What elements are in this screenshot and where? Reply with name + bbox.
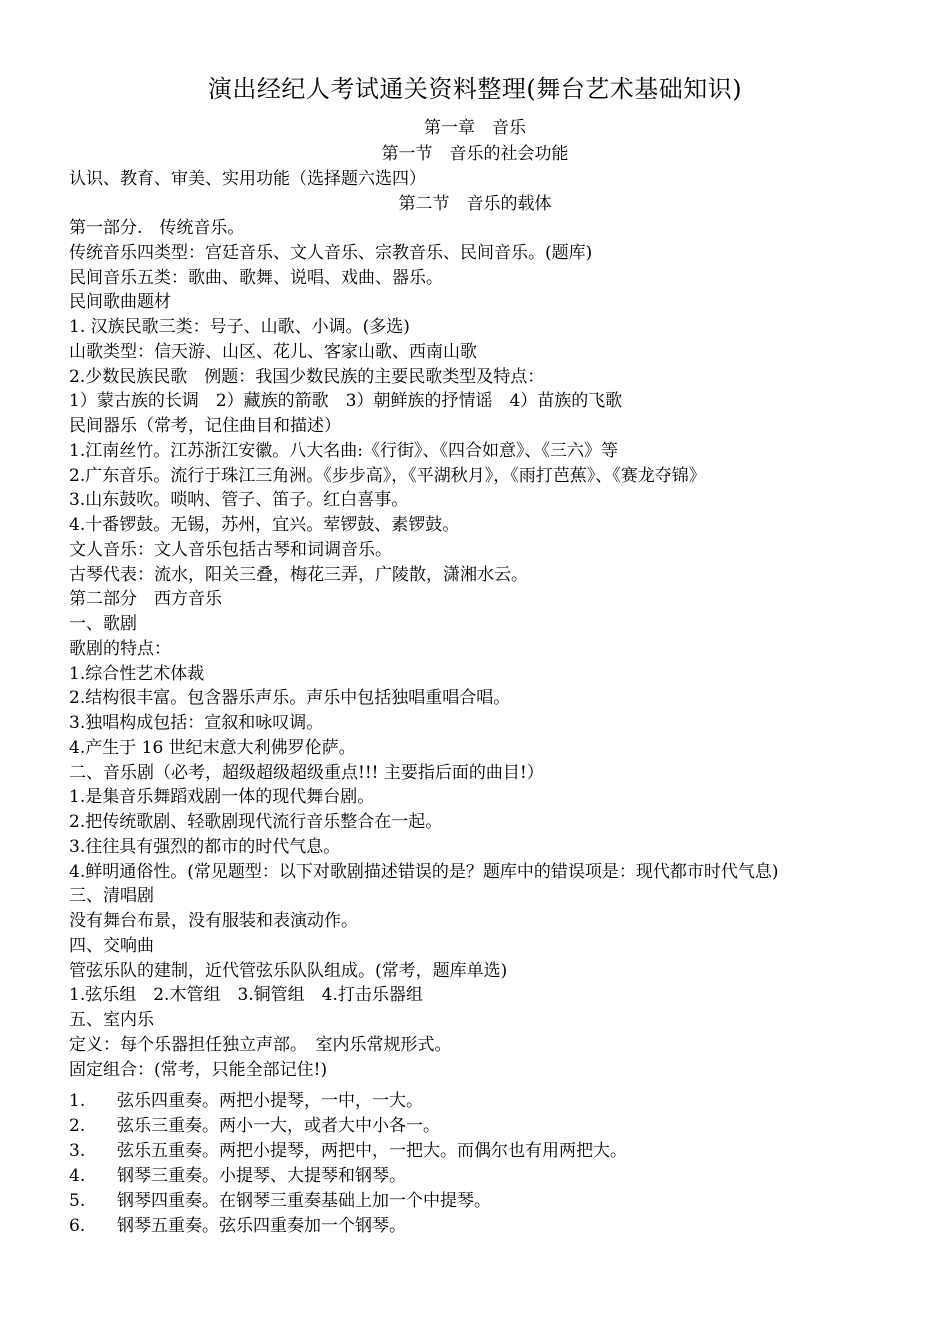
item-number: 1. <box>69 1091 86 1111</box>
chapter-heading: 第一章 音乐 <box>424 118 526 138</box>
text-line: 1. 汉族民歌三类：号子、山歌、小调。(多选) <box>69 317 410 337</box>
social-function-line: 认识、教育、审美、实用功能（选择题六选四） <box>69 169 426 189</box>
text-line: 民间歌曲题材 <box>69 292 171 313</box>
text-line: 三、清唱剧 <box>69 886 154 907</box>
text-line: 4.鲜明通俗性。(常见题型：以下对歌剧描述错误的是？题库中的错误项是：现代都市时代气息) <box>69 861 779 882</box>
list-item <box>69 1214 939 1239</box>
text-line: 没有舞台布景，没有服装和表演动作。 <box>69 911 358 931</box>
text-line: 2.广东音乐。流行于珠江三角洲。《步步高》，《平湖秋月》，《雨打芭蕉》、《赛龙夺锦》 <box>69 465 706 486</box>
text-line: 第二部分 西方音乐 <box>69 589 222 610</box>
item-text: 钢琴三重奏。小提琴、大提琴和钢琴。 <box>117 1166 406 1186</box>
text-line: 3.往往具有强烈的都市的时代气息。 <box>69 836 341 857</box>
document-title: 演出经纪人考试通关资料整理(舞台艺术基础知识) <box>207 75 743 103</box>
text-line: 民间器乐（常考，记住曲目和描述） <box>69 416 341 436</box>
item-number: 4. <box>69 1166 86 1186</box>
text-line: 1.江南丝竹。江苏浙江安徽。八大名曲:《行街》、《四合如意》、《三六》等 <box>69 440 618 461</box>
text-line: 管弦乐队的建制，近代管弦乐队队组成。(常考，题库单选) <box>69 960 508 981</box>
text-line: 2.少数民族民歌 例题：我国少数民族的主要民歌类型及特点： <box>69 366 545 387</box>
item-number: 3. <box>69 1141 86 1161</box>
text-line: 二、音乐剧（必考，超级超级超级重点!!! 主要指后面的曲目!） <box>69 762 544 783</box>
list-item <box>69 1089 939 1114</box>
item-number: 6. <box>69 1216 86 1236</box>
text-line: 古琴代表：流水，阳关三叠，梅花三弄，广陵散，潇湘水云。 <box>69 564 528 585</box>
text-line: 2.把传统歌剧、轻歌剧现代流行音乐整合在一起。 <box>69 812 443 832</box>
text-line: 定义：每个乐器担任独立声部。 室内乐常规形式。 <box>69 1034 452 1055</box>
text-line: 一、歌剧 <box>69 614 137 634</box>
text-line: 3.独唱构成包括：宣叙和咏叹调。 <box>69 713 324 733</box>
body-text <box>69 216 939 1082</box>
item-number: 2. <box>69 1116 86 1136</box>
text-line: 1.弦乐组 2.木管组 3.铜管组 4.打击乐器组 <box>69 985 423 1006</box>
text-line: 4.产生于 16 世纪末意大利佛罗伦萨。 <box>69 737 356 758</box>
text-line: 3.山东鼓吹。唢呐、管子、笛子。红白喜事。 <box>69 490 409 511</box>
ensemble-list <box>69 1089 939 1239</box>
item-number: 5. <box>69 1191 86 1211</box>
text-line: 文人音乐：文人音乐包括古琴和词调音乐。 <box>69 539 392 560</box>
text-line: 1）蒙古族的长调 2）藏族的箭歌 3）朝鲜族的抒情谣 4）苗族的飞歌 <box>69 391 623 412</box>
text-line: 第一部分. 传统音乐。 <box>69 218 245 238</box>
section-heading-1: 第一节 音乐的社会功能 <box>381 144 569 164</box>
text-line: 歌剧的特点： <box>69 638 171 659</box>
text-line: 1.是集音乐舞蹈戏剧一体的现代舞台剧。 <box>69 787 375 808</box>
text-line: 2.结构很丰富。包含器乐声乐。声乐中包括独唱重唱合唱。 <box>69 688 511 709</box>
text-line: 四、交响曲 <box>69 935 154 956</box>
text-line: 五、室内乐 <box>69 1010 154 1030</box>
item-text: 钢琴五重奏。弦乐四重奏加一个钢琴。 <box>117 1216 406 1236</box>
text-line: 民间音乐五类：歌曲、歌舞、说唱、戏曲、器乐。 <box>69 267 443 288</box>
list-item <box>69 1114 939 1139</box>
list-item <box>69 1164 939 1189</box>
item-text: 弦乐四重奏。两把小提琴，一中，一大。 <box>117 1091 423 1111</box>
item-text: 钢琴四重奏。在钢琴三重奏基础上加一个中提琴。 <box>117 1191 491 1211</box>
section-heading-2: 第二节 音乐的载体 <box>398 194 552 214</box>
text-line: 山歌类型：信天游、山区、花儿、客家山歌、西南山歌 <box>69 341 477 362</box>
text-line: 4.十番锣鼓。无锡，苏州，宜兴。荤锣鼓、素锣鼓。 <box>69 515 460 535</box>
text-line: 固定组合：(常考，只能全部记住!) <box>69 1059 328 1080</box>
list-item <box>69 1139 939 1164</box>
item-text: 弦乐三重奏。两小一大，或者大中小各一。 <box>117 1116 440 1136</box>
text-line: 1.综合性艺术体裁 <box>69 663 205 684</box>
text-line: 传统音乐四类型：宫廷音乐、文人音乐、宗教音乐、民间音乐。(题库) <box>69 242 593 263</box>
list-item <box>69 1189 939 1214</box>
item-text: 弦乐五重奏。两把小提琴，两把中，一把大。而偶尔也有用两把大。 <box>117 1141 627 1161</box>
